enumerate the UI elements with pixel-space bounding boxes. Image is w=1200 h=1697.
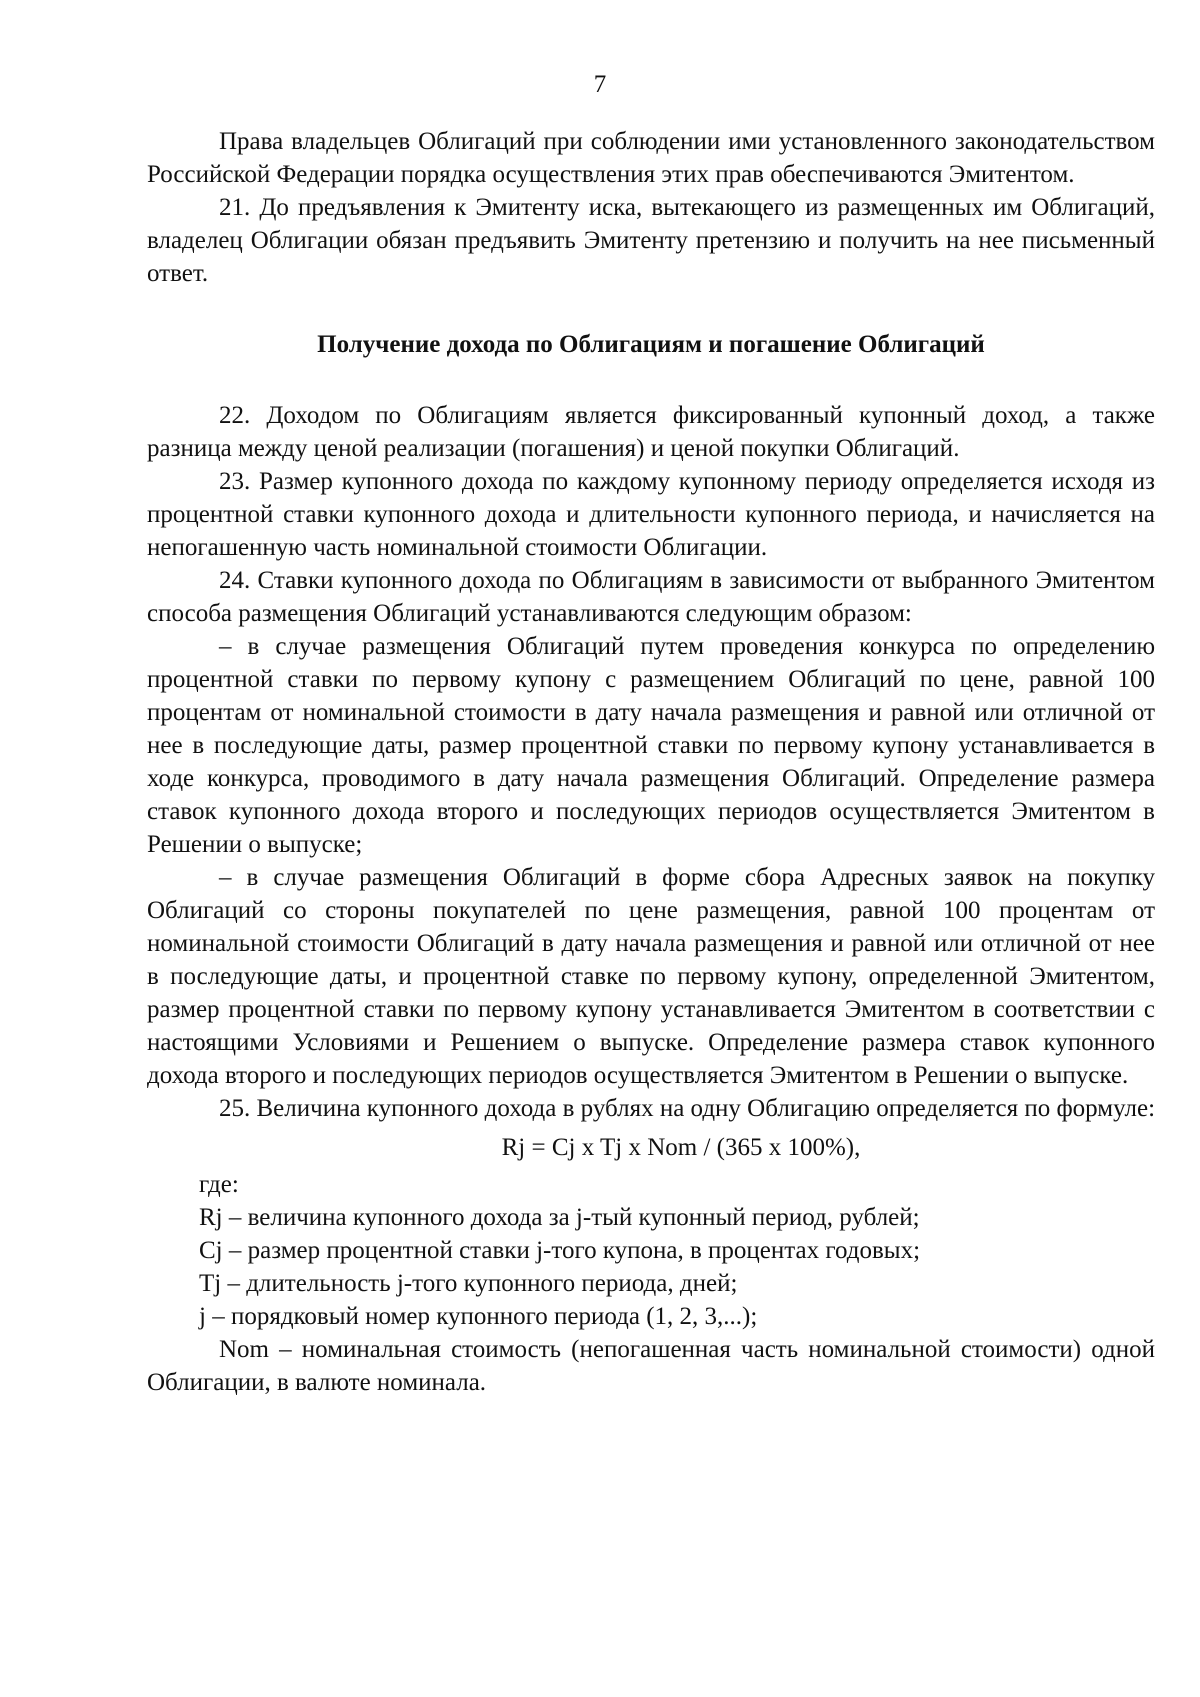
paragraph-25: 25. Величина купонного дохода в рублях на одну Облигацию определяется по формуле: [219, 1095, 1156, 1122]
list-item-competition: – в случае размещения Облигаций путем проведения конкурса по определению процентной ставки по первому купону с размещением Облигаций по цене, равной 100 процентам от номинальной стоимости в дату начала размещения и равной или отличной от нее в последующие даты, размер процентной ставки по первому купону устанавливается в ходе конкурса, проводимого в дату начала размещения Облигаций. Определение размера ставок купонного дохода второго и последующих периодов осуществляется Эмитентом в Решении о выпуске; [147, 633, 1155, 858]
paragraph-24: 24. Ставки купонного дохода по Облигациям в зависимости от выбранного Эмитентом способа размещения Облигаций устанавливаются следующим образом: [147, 567, 1155, 627]
document-body [147, 125, 1155, 1399]
page-number: 7 [593, 71, 607, 98]
definition-j: j – порядковый номер купонного периода (1, 2, 3,...); [199, 1303, 758, 1330]
definition-tj: Tj – длительность j-того купонного периода, дней; [199, 1270, 738, 1297]
list-item-address-orders: – в случае размещения Облигаций в форме сбора Адресных заявок на покупку Облигаций со стороны покупателей по цене размещения, равной 100 процентам от номинальной стоимости Облигаций в дату начала размещения и равной или отличной от нее в последующие даты, и процентной ставке по первому купону, определенной Эмитентом, размер процентной ставки по первому купону устанавливается Эмитентом в соответствии с настоящими Условиями и Решением о выпуске. Определение размера ставок купонного дохода второго и последующих периодов осуществляется Эмитентом в Решении о выпуске. [147, 864, 1155, 1089]
coupon-formula: Rj = Cj x Tj x Nom / (365 x 100%), [501, 1134, 861, 1161]
paragraph-21: 21. До предъявления к Эмитенту иска, вытекающего из размещенных им Облигаций, владелец Облигации обязан предъявить Эмитенту претензию и получить на нее письменный ответ. [147, 194, 1155, 287]
definition-cj: Cj – размер процентной ставки j-того купона, в процентах годовых; [199, 1237, 921, 1264]
definition-nom: Nom – номинальная стоимость (непогашенная часть номинальной стоимости) одной Облигации, в валюте номинала. [147, 1336, 1155, 1396]
paragraph-owner-rights: Права владельцев Облигаций при соблюдении ими установленного законодательством Российской Федерации порядка осуществления этих прав обеспечиваются Эмитентом. [147, 128, 1155, 188]
paragraph-22: 22. Доходом по Облигациям является фиксированный купонный доход, а также разница между ценой реализации (погашения) и ценой покупки Облигаций. [147, 402, 1155, 462]
section-heading: Получение дохода по Облигациям и погашение Облигаций [317, 331, 985, 358]
definition-where: где: [199, 1171, 239, 1198]
definition-rj: Rj – величина купонного дохода за j-тый купонный период, рублей; [199, 1204, 920, 1231]
paragraph-23: 23. Размер купонного дохода по каждому купонному периоду определяется исходя из процентной ставки купонного дохода и длительности купонного периода, и начисляется на непогашенную часть номинальной стоимости Облигации. [147, 468, 1155, 561]
